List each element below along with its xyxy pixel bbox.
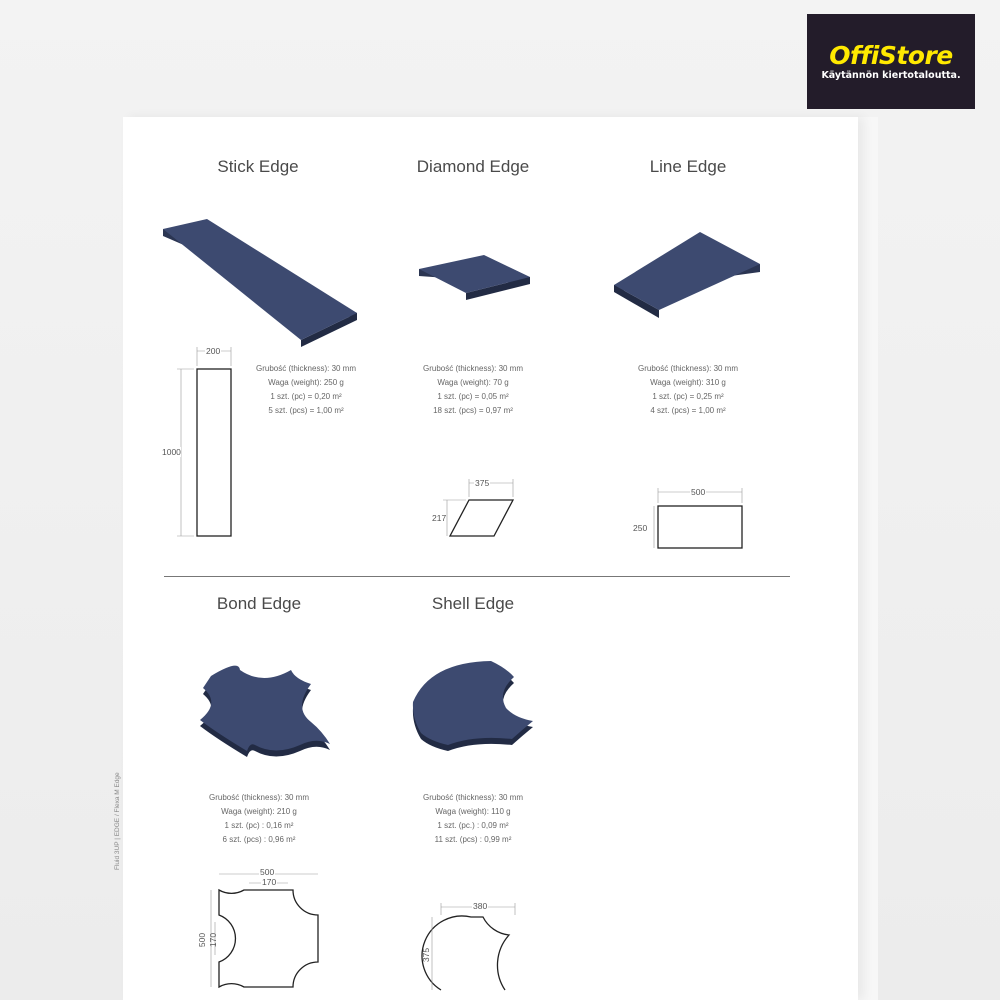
spec-area-pc: 1 szt. (pc) = 0,20 m²	[270, 392, 342, 401]
dim-line-height: 250	[633, 523, 648, 533]
dim-bond-width: 500	[260, 867, 275, 877]
spec-thickness: Grubość (thickness): 30 mm	[208, 793, 310, 802]
dim-shell-height: 375	[421, 947, 432, 963]
dim-bond-arc-width: 170	[262, 877, 277, 887]
spec-weight: Waga (weight): 70 g	[437, 378, 509, 387]
spec-thickness: Grubość (thickness): 30 mm	[255, 364, 357, 373]
title-line-edge: Line Edge	[649, 157, 727, 176]
title-shell-edge: Shell Edge	[431, 594, 515, 613]
logo-tagline: Käytännön kiertotaloutta.	[821, 70, 961, 81]
spec-area-pcs: 4 szt. (pcs) = 1,00 m²	[650, 406, 726, 415]
title-bond-edge: Bond Edge	[216, 594, 302, 613]
spec-area-pcs: 5 szt. (pcs) = 1,00 m²	[268, 406, 344, 415]
dim-diamond-width: 375	[475, 478, 490, 488]
spec-area-pcs: 18 szt. (pcs) = 0,97 m²	[433, 406, 513, 415]
logo-name: OffiStore	[829, 41, 953, 70]
spec-weight: Waga (weight): 110 g	[435, 807, 511, 816]
title-diamond-edge: Diamond Edge	[416, 157, 530, 176]
page-footer: Fluid 3UP | EDGE / Flexa M Edge	[114, 772, 121, 870]
spec-thickness: Grubość (thickness): 30 mm	[637, 364, 739, 373]
spec-thickness: Grubość (thickness): 30 mm	[422, 793, 524, 802]
dim-bond-height: 500	[197, 932, 208, 948]
dim-stick-length: 1000	[162, 447, 181, 457]
spec-area-pc: 1 szt. (pc) = 0,05 m²	[437, 392, 509, 401]
spec-thickness: Grubość (thickness): 30 mm	[422, 364, 524, 373]
spec-area-pc: 1 szt. (pc) = 0,25 m²	[652, 392, 724, 401]
section-divider	[164, 576, 790, 577]
dim-bond-arc-height: 170	[208, 932, 219, 948]
spec-weight: Waga (weight): 250 g	[268, 378, 344, 387]
spec-area-pc: 1 szt. (pc.) : 0,09 m²	[437, 821, 509, 830]
spec-area-pcs: 11 szt. (pcs) : 0,99 m²	[434, 835, 512, 844]
dim-diamond-height: 217	[432, 513, 447, 523]
spec-area-pcs: 6 szt. (pcs) : 0,96 m²	[222, 835, 296, 844]
spec-weight: Waga (weight): 210 g	[221, 807, 297, 816]
spec-weight: Waga (weight): 310 g	[650, 378, 726, 387]
title-stick-edge: Stick Edge	[217, 157, 299, 176]
dim-shell-width: 380	[473, 901, 488, 911]
dim-stick-width: 200	[206, 346, 221, 356]
spec-area-pc: 1 szt. (pc) : 0,16 m²	[224, 821, 294, 830]
dim-line-width: 500	[691, 487, 706, 497]
